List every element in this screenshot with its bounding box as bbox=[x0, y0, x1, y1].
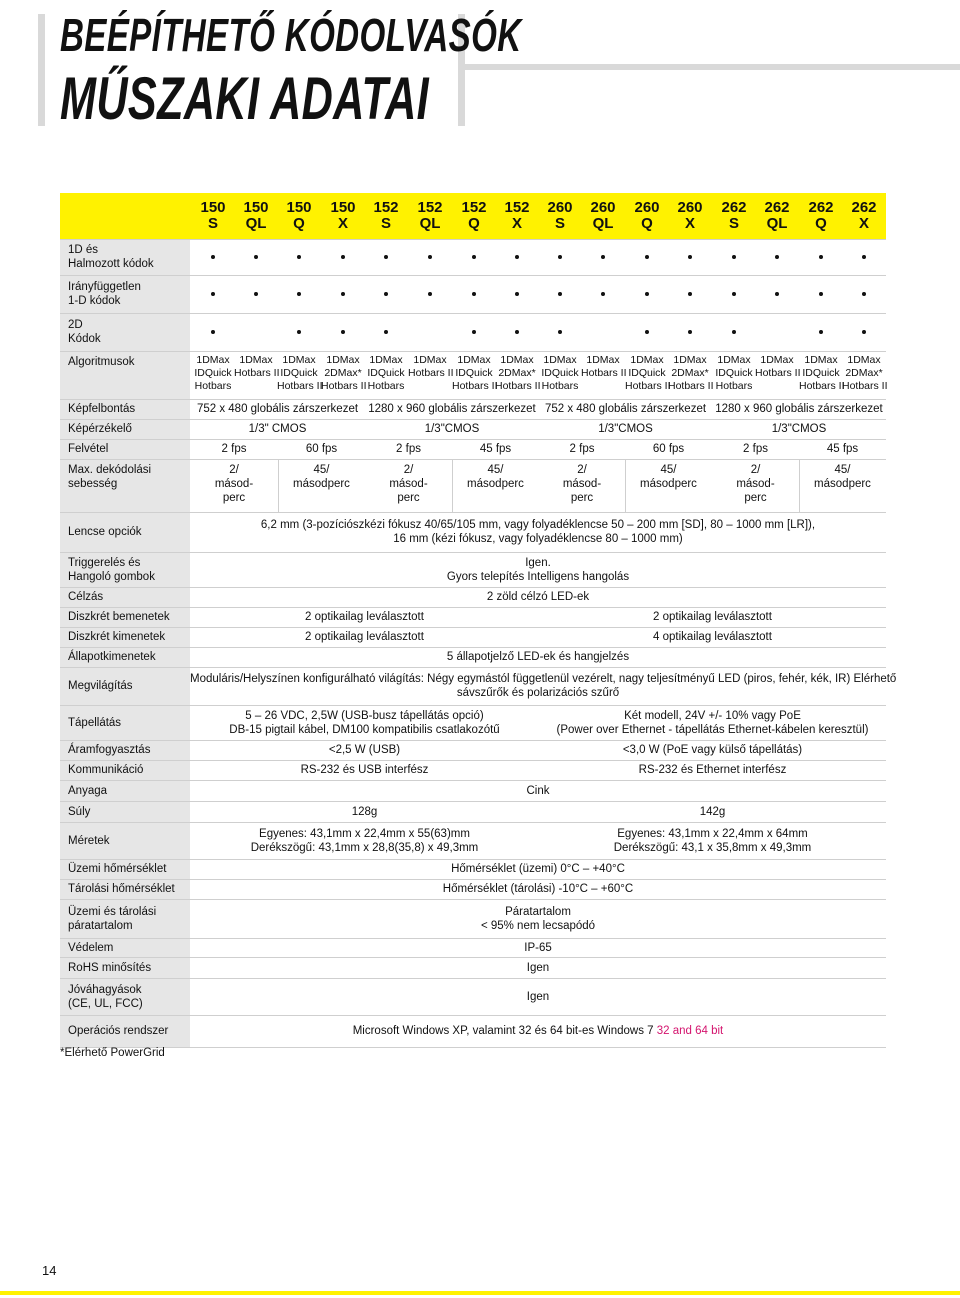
model-header bbox=[321, 200, 365, 232]
availability-dot bbox=[472, 292, 476, 296]
availability-dot bbox=[688, 255, 692, 259]
availability-dot bbox=[819, 292, 823, 296]
model-header bbox=[799, 200, 843, 232]
availability-dot bbox=[297, 330, 301, 334]
spec-value: Egyenes: 43,1mm x 22,4mm x 64mm Derékszögű: 43,1 x 35,8mm x 49,3mm bbox=[613, 827, 812, 854]
row-label: Jóváhagyások (CE, UL, FCC) bbox=[68, 983, 143, 1010]
availability-dot bbox=[775, 255, 779, 259]
spec-value: 2 optikailag leválasztott bbox=[305, 611, 424, 623]
row-label: Diszkrét bemenetek bbox=[68, 611, 170, 623]
availability-dot bbox=[472, 255, 476, 259]
table-row bbox=[60, 239, 886, 240]
availability-dot bbox=[428, 255, 432, 259]
model-header bbox=[538, 200, 582, 232]
model-variant: Q bbox=[641, 215, 653, 232]
model-variant: S bbox=[554, 215, 565, 232]
row-label: Védelem bbox=[68, 941, 114, 954]
availability-dot bbox=[515, 330, 519, 334]
row-label: Megvilágítás bbox=[68, 680, 133, 692]
model-series: 260 bbox=[590, 199, 616, 216]
spec-value: 1/3"CMOS bbox=[424, 423, 480, 435]
availability-dot bbox=[558, 292, 562, 296]
availability-dot bbox=[297, 292, 301, 296]
model-series: 262 bbox=[808, 199, 834, 216]
spec-value: 1/3"CMOS bbox=[598, 423, 653, 435]
model-series: 150 bbox=[330, 199, 356, 216]
algorithm-cell: 1DMax Hotbars II bbox=[755, 354, 801, 379]
availability-dot bbox=[211, 292, 215, 296]
algorithm-cell: 1DMax 2DMax* Hotbars II bbox=[842, 354, 888, 392]
spec-value: Igen. Gyors telepítés Intelligens hangolás bbox=[446, 556, 630, 583]
table-row bbox=[60, 552, 886, 553]
speed-cell: 2/ másod- perc bbox=[214, 464, 254, 504]
availability-dot bbox=[862, 330, 866, 334]
table-row bbox=[60, 938, 886, 939]
model-series: 150 bbox=[243, 199, 269, 216]
speed-cell: 45/ másodperc bbox=[814, 464, 871, 490]
spec-value: 1/3"CMOS bbox=[771, 423, 827, 435]
model-series: 260 bbox=[547, 199, 573, 216]
availability-dot bbox=[341, 255, 345, 259]
spec-value: <2,5 W (USB) bbox=[328, 744, 401, 756]
algorithm-cell: 1DMax Hotbars II bbox=[408, 354, 454, 379]
row-label: Anyaga bbox=[68, 784, 108, 797]
model-header bbox=[364, 200, 408, 232]
footnote: *Elérhető PowerGrid bbox=[60, 1047, 165, 1059]
availability-dot bbox=[732, 292, 736, 296]
spec-value: 1/3" CMOS bbox=[248, 423, 307, 435]
speed-cell: 2/ másod- perc bbox=[389, 464, 428, 504]
algorithm-cell: 1DMax Hotbars II bbox=[234, 354, 280, 379]
spec-value: 45 fps bbox=[479, 443, 512, 455]
spec-value: Igen bbox=[526, 961, 550, 974]
availability-dot bbox=[428, 292, 432, 296]
row-label: RoHS minősítés bbox=[68, 961, 152, 974]
model-header bbox=[625, 200, 669, 232]
model-header bbox=[495, 200, 539, 232]
algorithm-cell: 1DMax IDQuick Hotbars II bbox=[277, 354, 323, 392]
speed-cell: 2/ másod- perc bbox=[562, 464, 602, 504]
model-series: 262 bbox=[851, 199, 877, 216]
decor-line bbox=[465, 64, 960, 70]
algorithm-cell: 1DMax IDQuick Hotbars II bbox=[625, 354, 671, 392]
row-label: Diszkrét kimenetek bbox=[68, 631, 166, 643]
os-value bbox=[190, 1024, 886, 1038]
spec-value: 142g bbox=[699, 805, 726, 818]
row-label: 1D és Halmozott kódok bbox=[68, 244, 154, 270]
spec-value: Hőmérséklet (üzemi) 0°C – +40°C bbox=[451, 863, 625, 875]
spec-value: Páratartalom < 95% nem lecsapódó bbox=[480, 905, 596, 932]
table-row bbox=[60, 399, 886, 400]
model-series: 152 bbox=[461, 199, 487, 216]
availability-dot bbox=[688, 292, 692, 296]
availability-dot bbox=[515, 255, 519, 259]
row-label: 2D Kódok bbox=[68, 319, 101, 345]
row-label: Áramfogyasztás bbox=[68, 744, 151, 756]
spec-value: 2 fps bbox=[569, 443, 595, 455]
model-variant: QL bbox=[766, 215, 788, 232]
spec-value: 60 fps bbox=[305, 443, 338, 455]
availability-dot bbox=[732, 255, 736, 259]
availability-dot bbox=[472, 330, 476, 334]
model-series: 150 bbox=[286, 199, 312, 216]
model-variant: X bbox=[511, 215, 522, 232]
speed-cell: 45/ másodperc bbox=[467, 464, 524, 490]
availability-dot bbox=[384, 330, 388, 334]
table-row bbox=[60, 1015, 886, 1016]
availability-dot bbox=[645, 292, 649, 296]
row-label: Célzás bbox=[68, 591, 104, 603]
row-label: Irányfüggetlen 1-D kódok bbox=[68, 281, 141, 307]
model-variant: Q bbox=[468, 215, 480, 232]
spec-value: 2 optikailag leválasztott bbox=[653, 611, 772, 623]
spec-value: 752 x 480 globális zárszerkezet bbox=[196, 403, 359, 415]
availability-dot bbox=[341, 292, 345, 296]
speed-cell: 45/ másodperc bbox=[640, 464, 697, 490]
availability-dot bbox=[732, 330, 736, 334]
spec-value: 60 fps bbox=[652, 443, 685, 455]
os-main-text: Microsoft Windows XP, valamint 32 és 64 bit-es Windows 7 bbox=[352, 1025, 657, 1037]
page-title-line2: MŰSZAKI ADATAI bbox=[60, 65, 429, 132]
row-label: Állapotkimenetek bbox=[68, 651, 156, 663]
algorithm-cell: 1DMax IDQuick Hotbars bbox=[194, 354, 232, 392]
spec-value: 2 fps bbox=[743, 443, 768, 455]
spec-value: Két modell, 24V +/- 10% vagy PoE (Power over Ethernet - tápellátás Ethernet-kábelen keresztül) bbox=[556, 709, 869, 736]
table-row bbox=[60, 978, 886, 979]
spec-value: 2 fps bbox=[396, 443, 421, 455]
row-label: Tárolási hőmérséklet bbox=[68, 883, 175, 895]
table-row bbox=[60, 587, 886, 588]
table-row bbox=[60, 313, 886, 314]
model-variant: S bbox=[207, 215, 218, 232]
speed-cell: 2/ másod- perc bbox=[736, 464, 775, 504]
algorithm-cell: 1DMax IDQuick Hotbars bbox=[541, 354, 579, 392]
model-header bbox=[668, 200, 712, 232]
model-series: 260 bbox=[677, 199, 703, 216]
row-label: Méretek bbox=[68, 834, 110, 847]
spec-value: 752 x 480 globális zárszerkezet bbox=[544, 403, 707, 415]
table-row bbox=[60, 647, 886, 648]
availability-dot bbox=[819, 255, 823, 259]
row-label: Max. dekódolási sebesség bbox=[68, 464, 152, 490]
model-header bbox=[277, 200, 321, 232]
model-header bbox=[408, 200, 452, 232]
availability-dot bbox=[297, 255, 301, 259]
algorithm-cell: 1DMax 2DMax* Hotbars II bbox=[495, 354, 541, 392]
algorithm-cell: 1DMax 2DMax* Hotbars II bbox=[321, 354, 367, 392]
table-row bbox=[60, 879, 886, 880]
row-label: Operációs rendszer bbox=[68, 1025, 169, 1037]
availability-dot bbox=[341, 330, 345, 334]
model-header bbox=[712, 200, 756, 232]
model-variant: S bbox=[380, 215, 391, 232]
model-header bbox=[842, 200, 886, 232]
algorithm-cell: 1DMax Hotbars II bbox=[581, 354, 627, 379]
row-label: Súly bbox=[68, 805, 91, 818]
speed-cell: 45/ másodperc bbox=[293, 464, 350, 490]
model-header bbox=[191, 200, 235, 232]
algorithm-cell: 1DMax IDQuick Hotbars bbox=[367, 354, 405, 392]
spec-value: 2 zöld célzó LED-ek bbox=[486, 591, 590, 603]
model-variant: QL bbox=[419, 215, 441, 232]
model-header bbox=[234, 200, 278, 232]
row-label: Felvétel bbox=[68, 443, 109, 455]
availability-dot bbox=[862, 255, 866, 259]
availability-dot bbox=[254, 292, 258, 296]
table-row bbox=[60, 859, 886, 860]
algorithm-cell: 1DMax IDQuick Hotbars II bbox=[452, 354, 498, 392]
table-row bbox=[60, 419, 886, 420]
row-label: Képérzékelő bbox=[68, 423, 132, 435]
availability-dot bbox=[384, 255, 388, 259]
availability-dot bbox=[515, 292, 519, 296]
model-variant: Q bbox=[293, 215, 305, 232]
availability-dot bbox=[645, 255, 649, 259]
spec-value: Moduláris/Helyszínen konfigurálható világítás: Négy egymástól függetlenül vezérelt, nagy teljesítményű LED (piros, fehér, kék, IR) Elérhető sávszűrők és polarizációs szűrő bbox=[190, 673, 897, 699]
table-row bbox=[60, 275, 886, 276]
table-row bbox=[60, 740, 886, 741]
table-row bbox=[60, 705, 886, 706]
table-row bbox=[60, 780, 886, 781]
model-variant: X bbox=[684, 215, 695, 232]
row-label: Algoritmusok bbox=[68, 356, 135, 368]
spec-value: 45 fps bbox=[826, 443, 859, 455]
availability-dot bbox=[211, 255, 215, 259]
model-series: 152 bbox=[417, 199, 443, 216]
model-series: 152 bbox=[373, 199, 399, 216]
model-header bbox=[452, 200, 496, 232]
table-row bbox=[60, 899, 886, 900]
model-variant: Q bbox=[815, 215, 827, 232]
spec-value: 128g bbox=[351, 805, 378, 818]
algorithm-cell: 1DMax 2DMax* Hotbars II bbox=[668, 354, 714, 392]
table-row bbox=[60, 439, 886, 440]
table-row bbox=[60, 351, 886, 352]
table-row bbox=[60, 957, 886, 958]
availability-dot bbox=[775, 292, 779, 296]
table-row bbox=[60, 627, 886, 628]
algorithm-cell: 1DMax IDQuick Hotbars bbox=[715, 354, 753, 392]
model-series: 260 bbox=[634, 199, 660, 216]
bottom-accent-line bbox=[0, 1291, 960, 1295]
model-variant: QL bbox=[245, 215, 267, 232]
table-row bbox=[60, 607, 886, 608]
row-label: Triggerelés és Hangoló gombok bbox=[68, 556, 155, 583]
availability-dot bbox=[211, 330, 215, 334]
spec-value: 1280 x 960 globális zárszerkezet bbox=[368, 403, 536, 415]
spec-value: 2 optikailag leválasztott bbox=[305, 631, 424, 643]
model-variant: X bbox=[858, 215, 869, 232]
spec-value: 1280 x 960 globális zárszerkezet bbox=[715, 403, 883, 415]
spec-value: RS-232 és Ethernet interfész bbox=[638, 764, 787, 776]
table-row bbox=[60, 801, 886, 802]
availability-dot bbox=[819, 330, 823, 334]
page-number: 14 bbox=[42, 1263, 57, 1278]
spec-value: 5 állapotjelző LED-ek és hangjelzés bbox=[446, 651, 630, 663]
row-label: Üzemi és tárolási páratartalom bbox=[68, 905, 157, 932]
row-label: Üzemi hőmérséklet bbox=[68, 863, 167, 875]
spec-value: Hőmérséklet (tárolási) -10°C – +60°C bbox=[442, 883, 634, 895]
availability-dot bbox=[688, 330, 692, 334]
spec-value: 4 optikailag leválasztott bbox=[653, 631, 772, 643]
row-label: Lencse opciók bbox=[68, 526, 142, 538]
spec-value: IP-65 bbox=[524, 941, 552, 954]
spec-value: 5 – 26 VDC, 2,5W (USB-busz tápellátás opció) DB-15 pigtail kábel, DM100 kompatibilis csatlakozótű bbox=[229, 709, 500, 736]
algorithm-cell: 1DMax IDQuick Hotbars II bbox=[799, 354, 845, 392]
availability-dot bbox=[254, 255, 258, 259]
availability-dot bbox=[862, 292, 866, 296]
availability-dot bbox=[601, 292, 605, 296]
model-series: 150 bbox=[200, 199, 226, 216]
page-title-line1: BEÉPÍTHETŐ KÓDOLVASÓK bbox=[60, 9, 522, 61]
model-series: 262 bbox=[721, 199, 747, 216]
spec-value: 2 fps bbox=[221, 443, 247, 455]
table-row bbox=[60, 512, 886, 513]
spec-value: Igen bbox=[526, 990, 550, 1003]
availability-dot bbox=[558, 330, 562, 334]
model-header bbox=[755, 200, 799, 232]
os-highlight-text: 32 and 64 bit bbox=[656, 1025, 724, 1037]
spec-value: Cink bbox=[526, 784, 550, 797]
model-variant: QL bbox=[592, 215, 614, 232]
spec-value: <3,0 W (PoE vagy külső tápellátás) bbox=[622, 744, 803, 756]
spec-value: 6,2 mm (3-pozíciószkézi fókusz 40/65/105 mm, vagy folyadéklencse 50 – 200 mm [SD], 80 – 1000 mm [LR]), 16 mm (kézi fókusz, vagy folyadéklencse 80 – 1000 mm) bbox=[260, 519, 816, 545]
row-label: Képfelbontás bbox=[68, 403, 136, 415]
model-header bbox=[581, 200, 625, 232]
row-label: Tápellátás bbox=[68, 716, 122, 729]
table-row bbox=[60, 822, 886, 823]
availability-dot bbox=[558, 255, 562, 259]
model-series: 262 bbox=[764, 199, 790, 216]
spec-value: Egyenes: 43,1mm x 22,4mm x 55(63)mm Derékszögű: 43,1mm x 28,8(35,8) x 49,3mm bbox=[250, 827, 479, 854]
spec-value: RS-232 és USB interfész bbox=[300, 764, 429, 776]
model-series: 152 bbox=[504, 199, 530, 216]
table-row bbox=[60, 760, 886, 761]
decor-bar-left bbox=[38, 14, 45, 126]
table-row-end bbox=[60, 1047, 886, 1048]
availability-dot bbox=[601, 255, 605, 259]
row-label: Kommunikáció bbox=[68, 764, 144, 776]
table-row bbox=[60, 667, 886, 668]
availability-dot bbox=[384, 292, 388, 296]
model-variant: X bbox=[337, 215, 348, 232]
table-row bbox=[60, 459, 886, 460]
model-variant: S bbox=[728, 215, 739, 232]
availability-dot bbox=[645, 330, 649, 334]
